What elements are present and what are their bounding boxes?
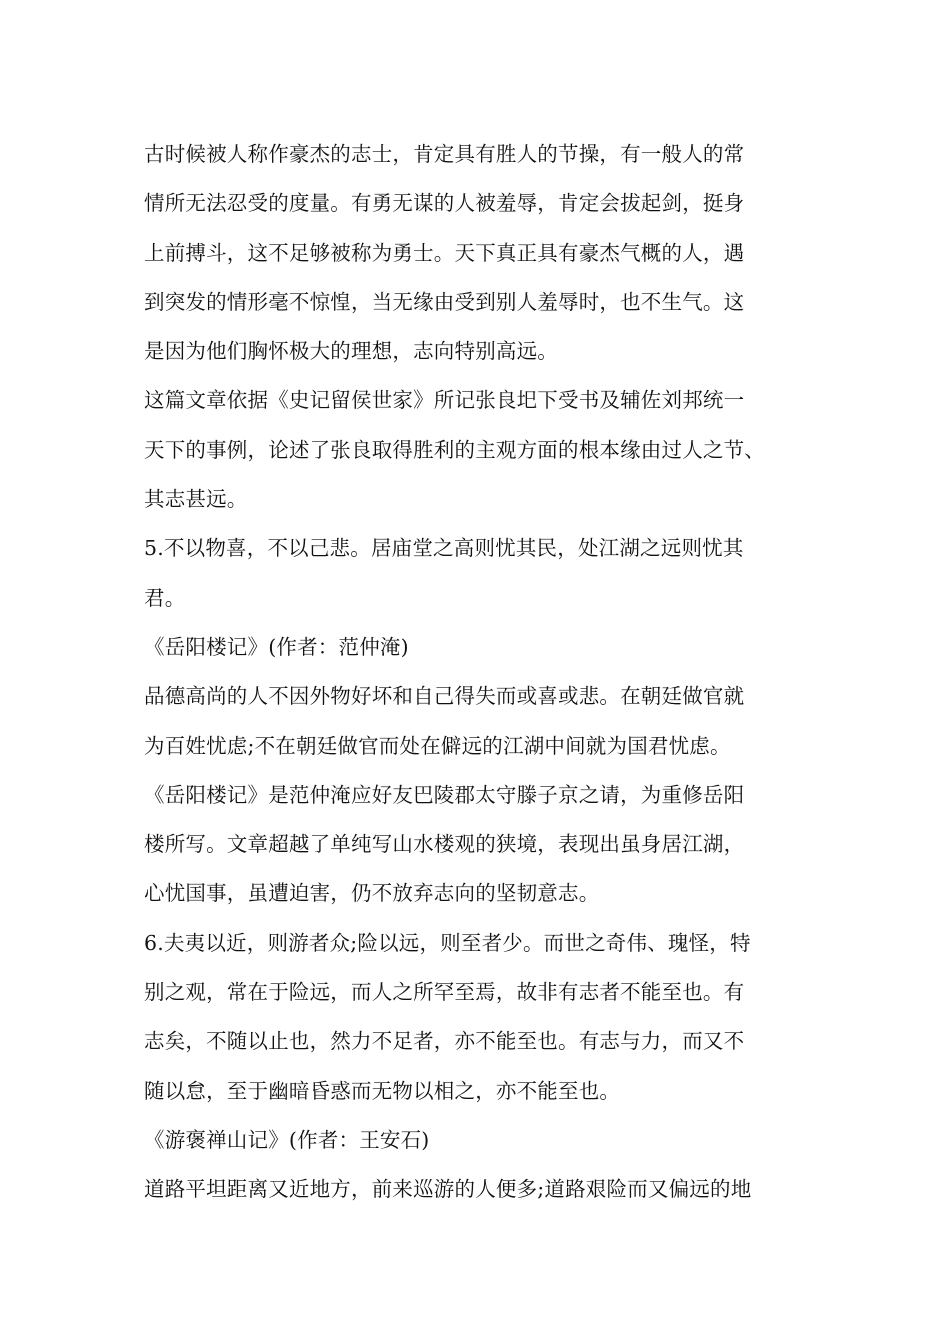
text-line: 天下的事例，论述了张良取得胜利的主观方面的根本缘由过人之节、 (144, 437, 765, 462)
text-line: 到突发的情形毫不惊惶，当无缘由受到别人羞辱时，也不生气。这 (144, 289, 745, 314)
text-line: 道路平坦距离又近地方，前来巡游的人便多;道路艰险而又偏远的地 (144, 1177, 752, 1202)
text-line: 为百姓忧虑;不在朝廷做官而处在僻远的江湖中间就为国君忧虑。 (144, 733, 731, 758)
text-line: 《岳阳楼记》是范仲淹应好友巴陵郡太守滕子京之请，为重修岳阳 (144, 782, 745, 807)
work-title-line: 《岳阳楼记》(作者：范仲淹) (144, 634, 409, 659)
text-line: 其志甚远。 (144, 487, 248, 512)
text-line: 是因为他们胸怀极大的理想，志向特别高远。 (144, 339, 558, 364)
work-title-line: 《游褒禅山记》(作者：王安石) (144, 1127, 430, 1152)
text-line: 5.不以物喜，不以己悲。居庙堂之高则忧其民，处江湖之远则忧其 (144, 536, 744, 561)
text-line: 别之观，常在于险远，而人之所罕至焉，故非有志者不能至也。有 (144, 980, 745, 1005)
text-line: 志矣，不随以止也，然力不足者，亦不能至也。有志与力，而又不 (144, 1029, 745, 1054)
text-line: 楼所写。文章超越了单纯写山水楼观的狭境，表现出虽身居江湖， (144, 832, 745, 857)
body-text (144, 130, 824, 1215)
text-line: 6.夫夷以近，则游者众;险以远，则至者少。而世之奇伟、瑰怪，特 (144, 930, 751, 955)
text-line: 心忧国事，虽遭迫害，仍不放弃志向的坚韧意志。 (144, 881, 600, 906)
text-line: 随以怠，至于幽暗昏惑而无物以相之，亦不能至也。 (144, 1078, 621, 1103)
text-line: 上前搏斗，这不足够被称为勇士。天下真正具有豪杰气概的人，遇 (144, 240, 745, 265)
text-line: 古时候被人称作豪杰的志士，肯定具有胜人的节操，有一般人的常 (144, 142, 745, 166)
text-line: 品德高尚的人不因外物好坏和自己得失而或喜或悲。在朝廷做官就 (144, 684, 745, 709)
text-line: 情所无法忍受的度量。有勇无谋的人被羞辱，肯定会拔起剑，挺身 (144, 191, 745, 216)
text-line: 君。 (144, 585, 186, 610)
text-line: 这篇文章依据《史记留侯世家》所记张良圯下受书及辅佐刘邦统一 (144, 388, 745, 413)
